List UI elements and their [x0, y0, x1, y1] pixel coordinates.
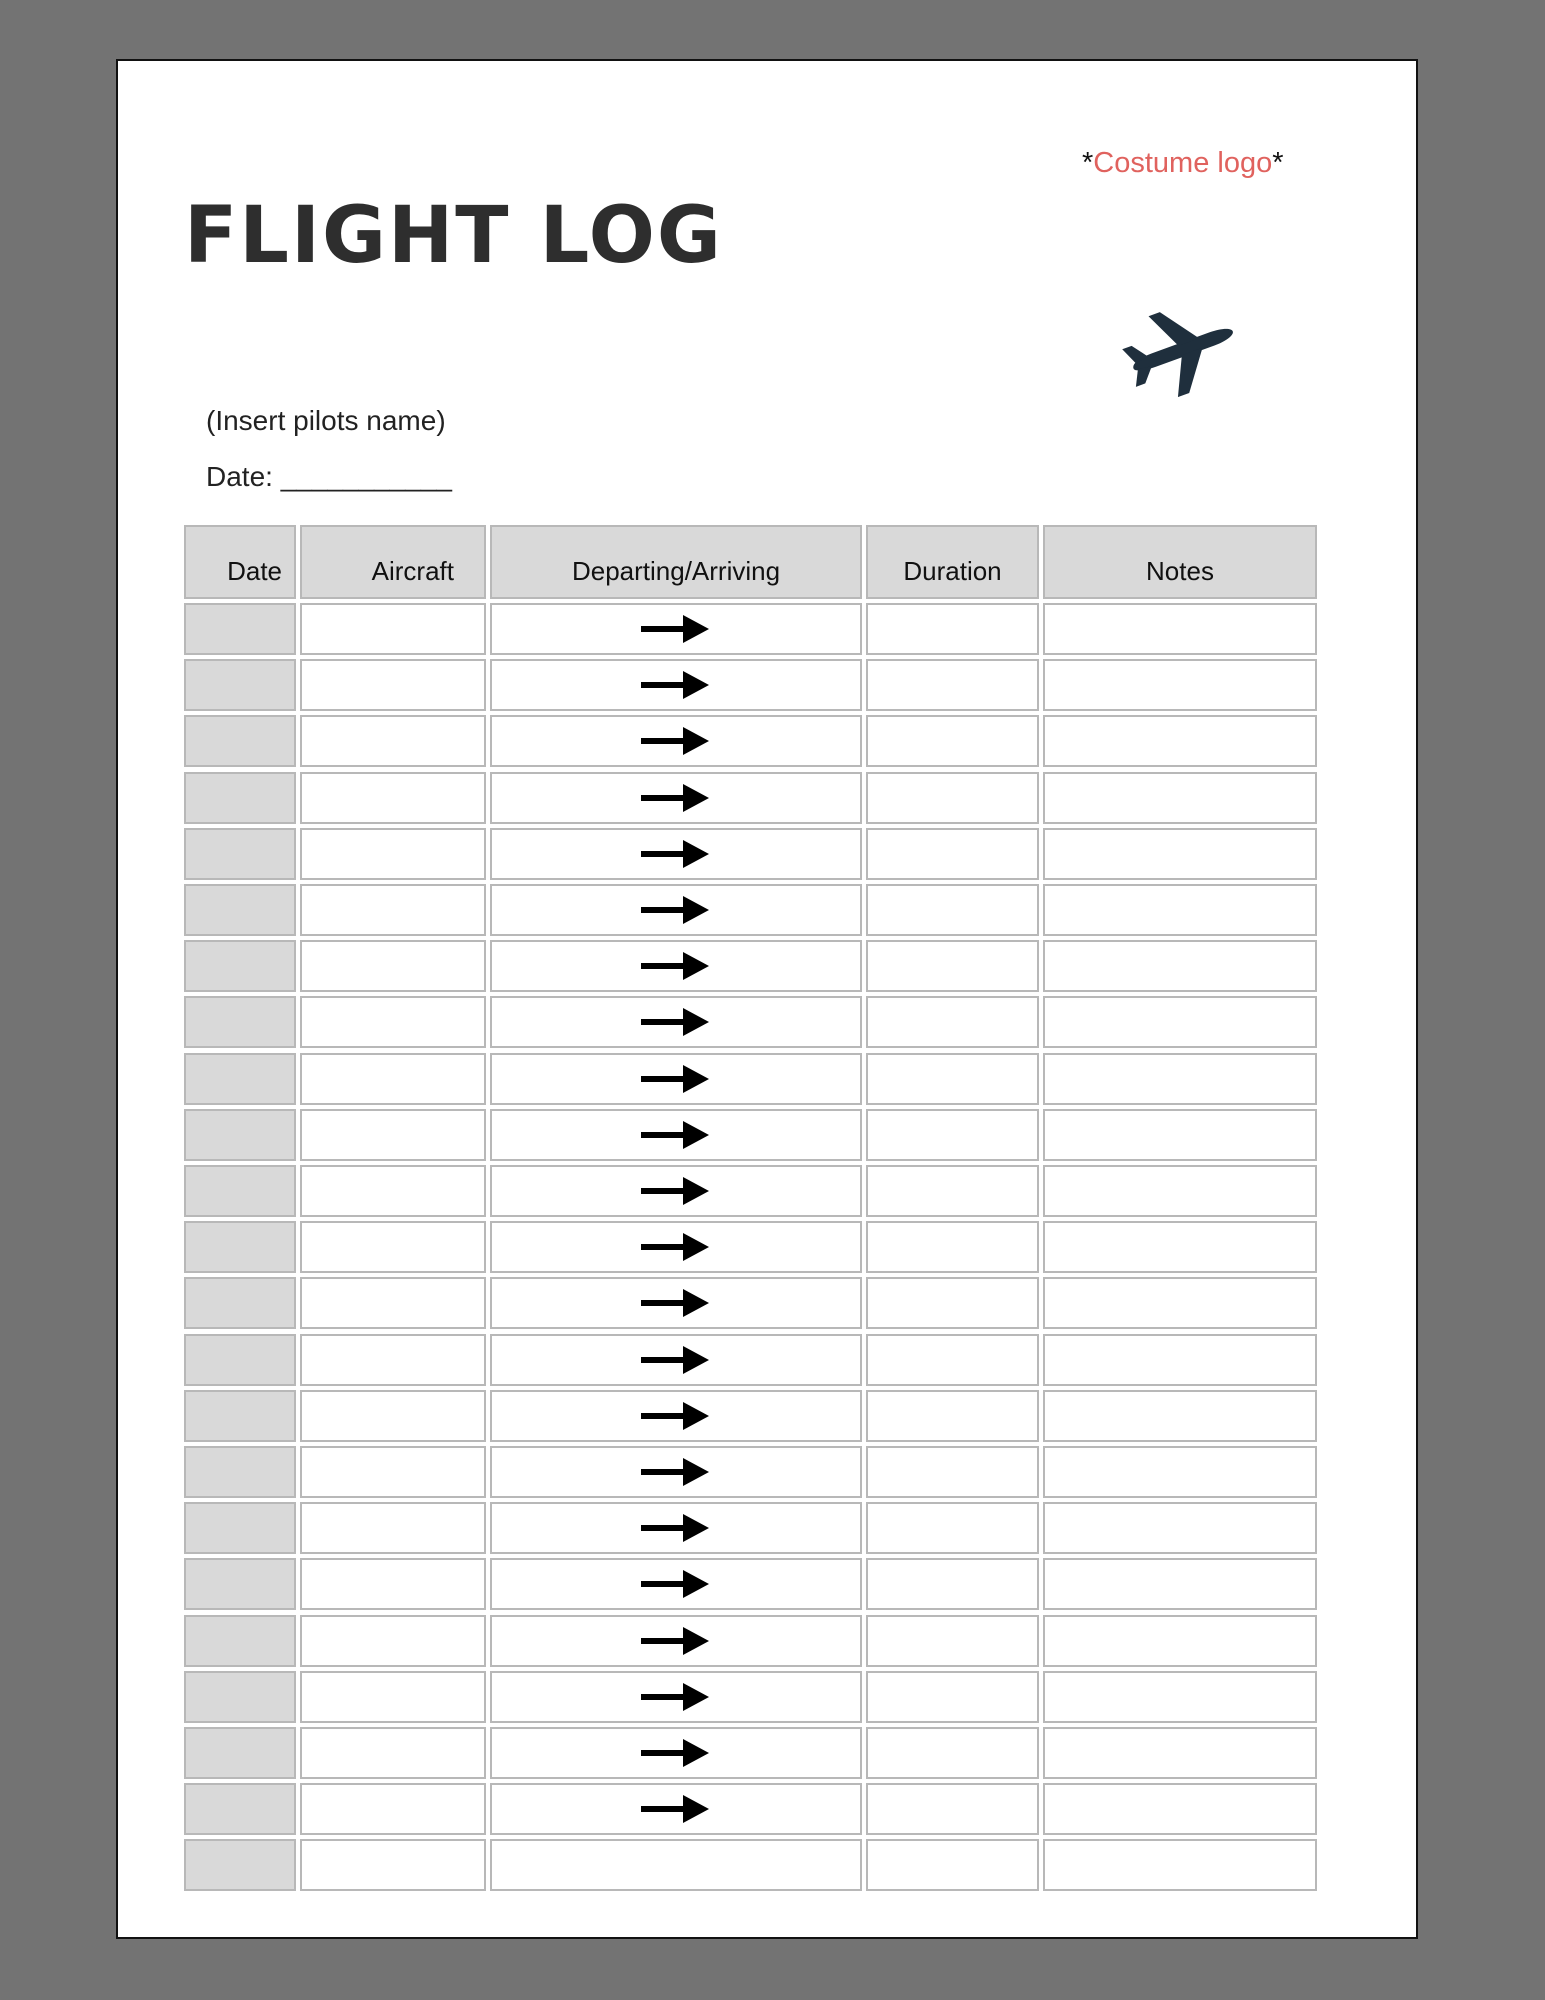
date-cell[interactable]: [184, 1783, 296, 1835]
duration-cell[interactable]: [866, 1053, 1039, 1105]
route-cell[interactable]: [490, 659, 862, 711]
aircraft-cell[interactable]: [300, 1053, 486, 1105]
notes-cell[interactable]: [1043, 715, 1317, 767]
logo-note-suffix: *: [1272, 147, 1284, 179]
arrow-right-icon: [641, 612, 711, 646]
aircraft-cell[interactable]: [300, 1502, 486, 1554]
date-cell[interactable]: [184, 828, 296, 880]
arrow-right-icon: [641, 1399, 711, 1433]
column-header-departing-arriving-label: Departing/Arriving: [571, 556, 781, 586]
notes-cell[interactable]: [1043, 1558, 1317, 1610]
arrow-right-icon: [641, 1343, 711, 1377]
duration-cell[interactable]: [866, 1727, 1039, 1779]
date-cell[interactable]: [184, 1671, 296, 1723]
date-cell[interactable]: [184, 715, 296, 767]
route-cell[interactable]: [490, 603, 862, 655]
route-cell[interactable]: [490, 1615, 862, 1667]
duration-cell[interactable]: [866, 1783, 1039, 1835]
duration-cell[interactable]: [866, 940, 1039, 992]
notes-cell[interactable]: [1043, 1671, 1317, 1723]
flight-log-page: [116, 59, 1418, 1939]
column-header-departing-arriving: [490, 525, 862, 599]
column-header-notes-label: Notes: [1146, 556, 1214, 586]
duration-cell[interactable]: [866, 1615, 1039, 1667]
route-cell[interactable]: [490, 1277, 862, 1329]
duration-cell[interactable]: [866, 659, 1039, 711]
arrow-right-icon: [641, 949, 711, 983]
arrow-right-icon: [641, 1118, 711, 1152]
arrow-right-icon: [641, 1736, 711, 1770]
notes-cell[interactable]: [1043, 1109, 1317, 1161]
duration-cell[interactable]: [866, 1334, 1039, 1386]
date-cell[interactable]: [184, 1221, 296, 1273]
duration-cell[interactable]: [866, 1221, 1039, 1273]
route-cell[interactable]: [490, 1558, 862, 1610]
notes-cell[interactable]: [1043, 1502, 1317, 1554]
date-cell[interactable]: [184, 659, 296, 711]
aircraft-cell[interactable]: [300, 1277, 486, 1329]
column-header-aircraft: [300, 525, 486, 599]
route-cell[interactable]: [490, 1053, 862, 1105]
notes-cell[interactable]: [1043, 996, 1317, 1048]
aircraft-cell[interactable]: [300, 884, 486, 936]
column-header-aircraft-label: Aircraft: [371, 556, 454, 586]
arrow-right-icon: [641, 1062, 711, 1096]
date-cell[interactable]: [184, 1334, 296, 1386]
column-header-duration-label: Duration: [903, 556, 1002, 586]
aircraft-cell[interactable]: [300, 659, 486, 711]
route-cell[interactable]: [490, 996, 862, 1048]
aircraft-cell[interactable]: [300, 1165, 486, 1217]
date-cell[interactable]: [184, 1615, 296, 1667]
aircraft-cell[interactable]: [300, 715, 486, 767]
arrow-right-icon: [641, 1511, 711, 1545]
date-cell[interactable]: [184, 1502, 296, 1554]
date-cell[interactable]: [184, 996, 296, 1048]
arrow-right-icon: [641, 1174, 711, 1208]
arrow-right-icon: [641, 781, 711, 815]
notes-cell[interactable]: [1043, 1277, 1317, 1329]
duration-cell[interactable]: [866, 1165, 1039, 1217]
arrow-right-icon: [641, 1455, 711, 1489]
logo-note-text: Costume logo: [1093, 147, 1273, 179]
aircraft-cell[interactable]: [300, 940, 486, 992]
date-cell[interactable]: [184, 1558, 296, 1610]
aircraft-cell[interactable]: [300, 1839, 486, 1891]
duration-cell[interactable]: [866, 1390, 1039, 1442]
page-title: FLIGHT LOG: [184, 191, 723, 281]
aircraft-cell[interactable]: [300, 1446, 486, 1498]
notes-cell[interactable]: [1043, 659, 1317, 711]
notes-cell[interactable]: [1043, 1615, 1317, 1667]
flight-log-table: [118, 61, 1420, 1941]
route-cell[interactable]: [490, 1109, 862, 1161]
arrow-right-icon: [641, 668, 711, 702]
date-cell[interactable]: [184, 884, 296, 936]
date-cell[interactable]: [184, 1053, 296, 1105]
route-cell[interactable]: [490, 1839, 862, 1891]
route-cell[interactable]: [490, 1783, 862, 1835]
date-cell[interactable]: [184, 1277, 296, 1329]
date-cell[interactable]: [184, 940, 296, 992]
duration-cell[interactable]: [866, 1671, 1039, 1723]
logo-note-prefix: *: [1082, 147, 1094, 179]
duration-cell[interactable]: [866, 1446, 1039, 1498]
aircraft-cell[interactable]: [300, 1109, 486, 1161]
arrow-right-icon: [641, 1005, 711, 1039]
route-cell[interactable]: [490, 1502, 862, 1554]
date-cell[interactable]: [184, 603, 296, 655]
notes-cell[interactable]: [1043, 772, 1317, 824]
route-cell[interactable]: [490, 1446, 862, 1498]
arrow-right-icon: [641, 1680, 711, 1714]
aircraft-cell[interactable]: [300, 1390, 486, 1442]
date-cell[interactable]: [184, 1165, 296, 1217]
duration-cell[interactable]: [866, 996, 1039, 1048]
aircraft-cell[interactable]: [300, 603, 486, 655]
date-cell[interactable]: [184, 1839, 296, 1891]
date-cell[interactable]: [184, 1390, 296, 1442]
route-cell[interactable]: [490, 1334, 862, 1386]
route-cell[interactable]: [490, 1165, 862, 1217]
arrow-right-icon: [641, 1624, 711, 1658]
notes-cell[interactable]: [1043, 1390, 1317, 1442]
date-cell[interactable]: [184, 1727, 296, 1779]
route-cell[interactable]: [490, 1671, 862, 1723]
column-header-notes: [1043, 525, 1317, 599]
column-header-date: [184, 525, 296, 599]
route-cell[interactable]: [490, 715, 862, 767]
notes-cell[interactable]: [1043, 1221, 1317, 1273]
notes-cell[interactable]: [1043, 1783, 1317, 1835]
aircraft-cell[interactable]: [300, 1334, 486, 1386]
route-cell[interactable]: [490, 884, 862, 936]
notes-cell[interactable]: [1043, 884, 1317, 936]
route-cell[interactable]: [490, 1727, 862, 1779]
duration-cell[interactable]: [866, 772, 1039, 824]
route-cell[interactable]: [490, 772, 862, 824]
duration-cell[interactable]: [866, 1558, 1039, 1610]
date-field[interactable]: Date: ___________: [206, 461, 452, 492]
arrow-right-icon: [641, 1286, 711, 1320]
date-cell[interactable]: [184, 772, 296, 824]
aircraft-cell[interactable]: [300, 996, 486, 1048]
aircraft-cell[interactable]: [300, 1221, 486, 1273]
notes-cell[interactable]: [1043, 1334, 1317, 1386]
aircraft-cell[interactable]: [300, 1671, 486, 1723]
route-cell[interactable]: [490, 828, 862, 880]
arrow-right-icon: [641, 1230, 711, 1264]
notes-cell[interactable]: [1043, 1446, 1317, 1498]
aircraft-cell[interactable]: [300, 1783, 486, 1835]
route-cell[interactable]: [490, 1390, 862, 1442]
arrow-right-icon: [641, 724, 711, 758]
duration-cell[interactable]: [866, 828, 1039, 880]
notes-cell[interactable]: [1043, 1727, 1317, 1779]
aircraft-cell[interactable]: [300, 1727, 486, 1779]
duration-cell[interactable]: [866, 884, 1039, 936]
column-header-date-label: Date: [227, 556, 282, 586]
arrow-right-icon: [641, 893, 711, 927]
aircraft-cell[interactable]: [300, 828, 486, 880]
duration-cell[interactable]: [866, 715, 1039, 767]
notes-cell[interactable]: [1043, 1839, 1317, 1891]
aircraft-cell[interactable]: [300, 1558, 486, 1610]
aircraft-cell[interactable]: [300, 1615, 486, 1667]
notes-cell[interactable]: [1043, 603, 1317, 655]
notes-cell[interactable]: [1043, 1053, 1317, 1105]
aircraft-cell[interactable]: [300, 772, 486, 824]
route-cell[interactable]: [490, 940, 862, 992]
date-cell[interactable]: [184, 1446, 296, 1498]
duration-cell[interactable]: [866, 1277, 1039, 1329]
duration-cell[interactable]: [866, 1839, 1039, 1891]
duration-cell[interactable]: [866, 603, 1039, 655]
route-cell[interactable]: [490, 1221, 862, 1273]
date-cell[interactable]: [184, 1109, 296, 1161]
arrow-right-icon: [641, 837, 711, 871]
duration-cell[interactable]: [866, 1502, 1039, 1554]
duration-cell[interactable]: [866, 1109, 1039, 1161]
notes-cell[interactable]: [1043, 828, 1317, 880]
notes-cell[interactable]: [1043, 1165, 1317, 1217]
pilot-name-placeholder[interactable]: (Insert pilots name): [206, 405, 446, 436]
column-header-duration: [866, 525, 1039, 599]
notes-cell[interactable]: [1043, 940, 1317, 992]
arrow-right-icon: [641, 1792, 711, 1826]
arrow-right-icon: [641, 1567, 711, 1601]
